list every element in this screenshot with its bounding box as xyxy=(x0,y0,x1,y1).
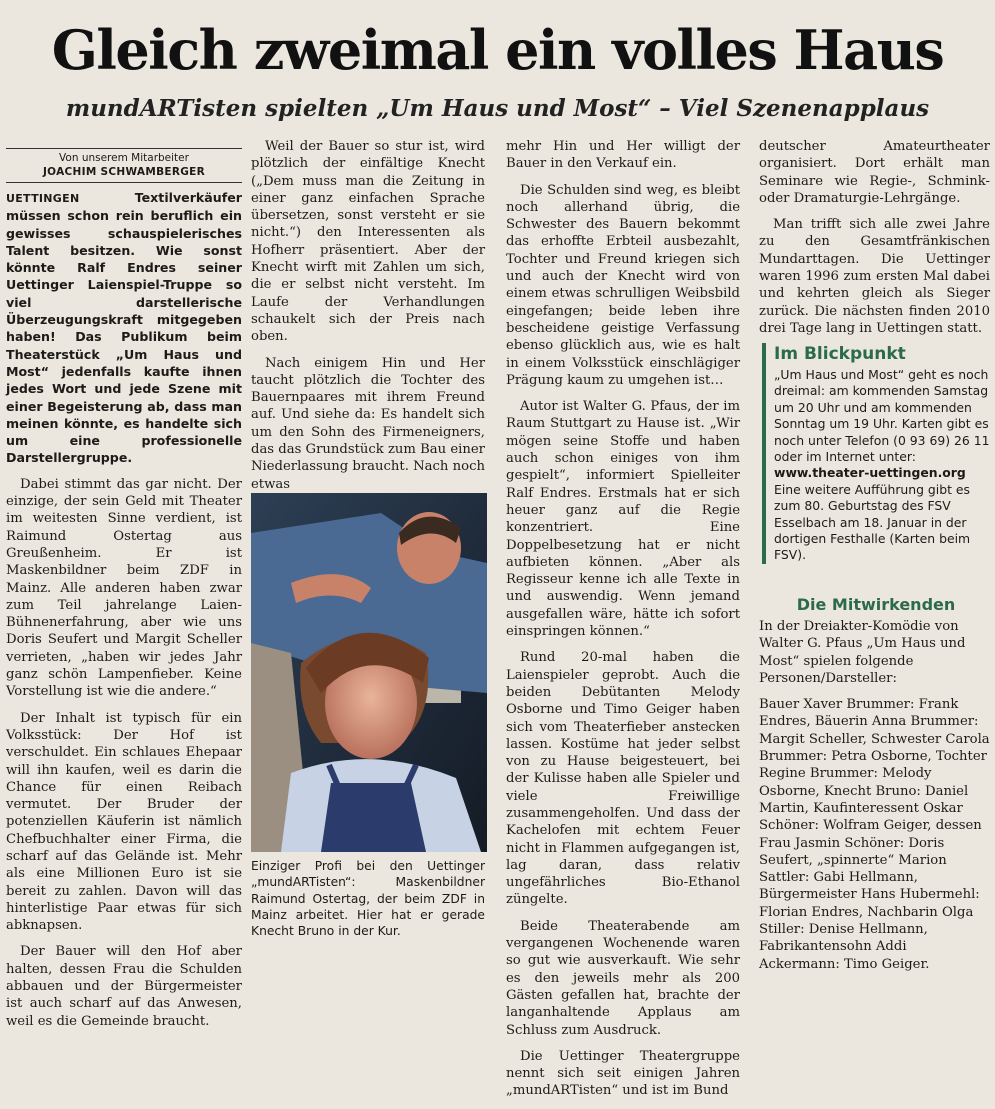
byline xyxy=(6,148,242,183)
cast-intro: In der Dreiakter-Komödie von Walter G. Pfaus „Um Haus und Most“ spielen folgende Personen/Darsteller: xyxy=(759,619,966,686)
headline: Gleich zweimal ein volles Haus xyxy=(51,18,944,82)
paragraph: Dabei stimmt das gar nicht. Der einzige, der sein Geld mit Theater im weitesten Sinne verdient, ist Raimund Ostertag aus Greußenheim. Er ist Maskenbildner beim ZDF in Mainz. Alle anderen haben zwar zum Teil jahrelange Laien-Bühnenerfahrung, aber wie uns Doris Seufert und Margit Scheller verrieten, „haben wir jedes Jahr ganz schön Lampenfieber. Keine Vorstellung ist wie die andere.“ xyxy=(6,476,242,700)
paragraph: Der Bauer will den Hof aber halten, dessen Frau die Schulden abbauen und der Bürgermeister ist auch scharf auf das Anwesen, weil es die Gemeinde braucht. xyxy=(6,944,242,1029)
info-box-title: Im Blickpunkt xyxy=(774,344,906,364)
subheadline: mundARTisten spielten „Um Haus und Most“ – Viel Szenenapplaus xyxy=(65,95,930,122)
paragraph: Die Uettinger Theatergruppe nennt sich seit einigen Jahren „mundARTisten“ und ist im Bund xyxy=(506,1048,740,1099)
paragraph: Rund 20-mal haben die Laienspieler geprobt. Auch die beiden Debütanten Melody Osborne und Timo Geiger haben sich vom Theaterfieber anstecken lassen. Kostüme hat jeder selbst von zu Hause beigesteuert, bei der Kulisse haben alle Spieler und viele Freiwillige zusammengeholfen. Und dass der Kachelofen mit echtem Feuer nicht in Flammen aufgegangen ist, lag daran, dass relativ ungefährliches Bio-Ethanol züngelte. xyxy=(506,650,740,908)
byline-name: JOACHIM SCHWAMBERGER xyxy=(42,166,206,178)
cast-section xyxy=(759,618,990,982)
paragraph: mehr Hin und Her willigt der Bauer in den Verkauf ein. xyxy=(506,139,740,172)
lead-text: Textilverkäufer müssen schon rein beruflich ein gewisses schauspielerisches Talent besitzen. Wie sonst könnte Ralf Endres seiner Uettinger Laienspiel-Truppe so viel darstellerische Überzeugungskraft mitgegeben haben! Das Publikum beim Theaterstück „Um Haus und Most“ jedenfalls kaufte ihnen jedes Wort und jede Szene mit einer Begeisterung ab, dass man meinen könnte, es handelte sich um eine professionelle Darstellergruppe. xyxy=(6,190,242,466)
paragraph: Man trifft sich alle zwei Jahre zu den Gesamtfränkischen Mundarttagen. Die Uettinger waren 1996 zum ersten Mal dabei und kehrten gleich als Sieger zurück. Die nächsten finden 2010 drei Tage lang in Uettingen statt. xyxy=(759,217,990,336)
column-2 xyxy=(251,138,485,502)
byline-label: Von unserem Mitarbeiter xyxy=(59,152,189,164)
paragraph: Der Inhalt ist typisch für ein Volksstück: Der Hof ist verschuldet. Ein schlaues Ehepaar will ihn kaufen, weil es darin die Chance für einen Reibach vermutet. Der Bruder der potenziellen Käuferin ist nämlich Chefbuchhalter einer Firma, die scharf auf das Gelände ist. Mehr als eine Millionen Euro ist sie bereit zu zahlen. Davon will das hinterlistige Paar etwas für sich abknapsen. xyxy=(6,710,242,934)
column-3 xyxy=(506,138,740,1109)
photo-illustration xyxy=(251,493,487,852)
paragraph: Weil der Bauer so stur ist, wird plötzlich der einfältige Knecht („Dem muss man die Zeitung in einer ganz einfachen Sprache übersetzen, sonst versteht er sie nicht.“) den Interessenten als Hofherr präsentiert. Aber der Knecht wirft mit Zahlen um sich, die er selbst nicht versteht. Im Laufe der Verhandlungen schaukelt sich der Preis nach oben. xyxy=(251,139,485,345)
cast-list: Bauer Xaver Brummer: Frank Endres, Bäuerin Anna Brummer: Margit Scheller, Schwester Carola Brummer: Petra Osborne, Tochter Regine Brummer: Melody Osborne, Knecht Bruno: Daniel Martin, Kaufinteressent Oskar Schöner: Wolfram Geiger, dessen Frau Jasmin Schöner: Doris Seufert, „spinnerte“ Marion Sattler: Gabi Hellmann, Bürgermeister Hans Hubermehl: Florian Endres, Nachbarin Olga Stiller: Denise Hellmann, Fabrikantensohn Addi Ackermann: Timo Geiger. xyxy=(759,697,990,972)
dateline: UETTINGEN xyxy=(6,192,80,205)
info-box-text: „Um Haus und Most“ geht es noch dreimal: am kommenden Samstag um 20 Uhr und am kommenden Sonntag um 19 Uhr. Karten gibt es noch unter Telefon (0 93 69) 26 11 oder im Internet unter: xyxy=(774,367,990,465)
paragraph: Die Schulden sind weg, es bleibt noch allerhand übrig, die Schwester des Bauern bekommt das erhoffte Erbteil ausbezahlt, Tochter und Freund kriegen sich und auch der Knecht wird von einem etwas schrulligen Weibsbild eingefangen; beide leben ihre bescheidene geistige Verfassung ebenso glücklich aus, wie es halt in einem Volksstück einschlägiger Prägung kaum zu umgehen ist… xyxy=(506,182,740,388)
paragraph: Autor ist Walter G. Pfaus, der im Raum Stuttgart zu Hause ist. „Wir mögen seine Stoffe und haben auch schon einiges von ihm gespielt“, informiert Spielleiter Ralf Endres. Erstmals hat er sich heuer ganz auf die Regie konzentriert. Eine Doppelbesetzung hat er nicht aufbieten können. „Aber als Regisseur kenne ich alle Texte in und auswendig. Wenn jemand ausgefallen wäre, hätte ich sofort einspringen können.“ xyxy=(506,399,740,640)
website-link[interactable]: www.theater-uettingen.org xyxy=(774,465,966,481)
info-box xyxy=(762,343,995,564)
column-1 xyxy=(6,148,242,1039)
paragraph: Nach einigem Hin und Her taucht plötzlich die Tochter des Bauernpaares mit ihrem Freund auf. Und siehe da: Es handelt sich um den Sohn des Firmeneigners, das das Grundstück zum Bau einer Niederlassung braucht. Nach noch etwas xyxy=(251,355,485,492)
paragraph: Beide Theaterabende am vergangenen Wochenende waren so gut wie ausverkauft. Wie sehr es den jeweils mehr als 200 Gästen gefallen hat, brachte der langanhaltende Applaus am Schluss zum Ausdruck. xyxy=(506,918,740,1038)
cast-title: Die Mitwirkenden xyxy=(796,595,956,614)
column-4 xyxy=(759,138,990,346)
photo-caption: Einziger Profi bei den Uettinger „mundARTisten“: Maskenbildner Raimund Ostertag, der beim ZDF in Mainz arbeitet. Hier hat er gerade Knecht Bruno in der Kur. xyxy=(251,859,485,939)
info-box-text-2: Eine weitere Aufführung gibt es zum 80. Geburtstag des FSV Esselbach am 18. Januar in der dortigen Festhalle (Karten beim FSV). xyxy=(774,481,971,563)
paragraph: deutscher Amateurtheater organisiert. Dort erhält man Seminare wie Regie-, Schmink- oder Dramaturgie-Lehrgänge. xyxy=(759,139,990,206)
lead-paragraph xyxy=(6,189,242,467)
article-photo xyxy=(251,493,487,852)
